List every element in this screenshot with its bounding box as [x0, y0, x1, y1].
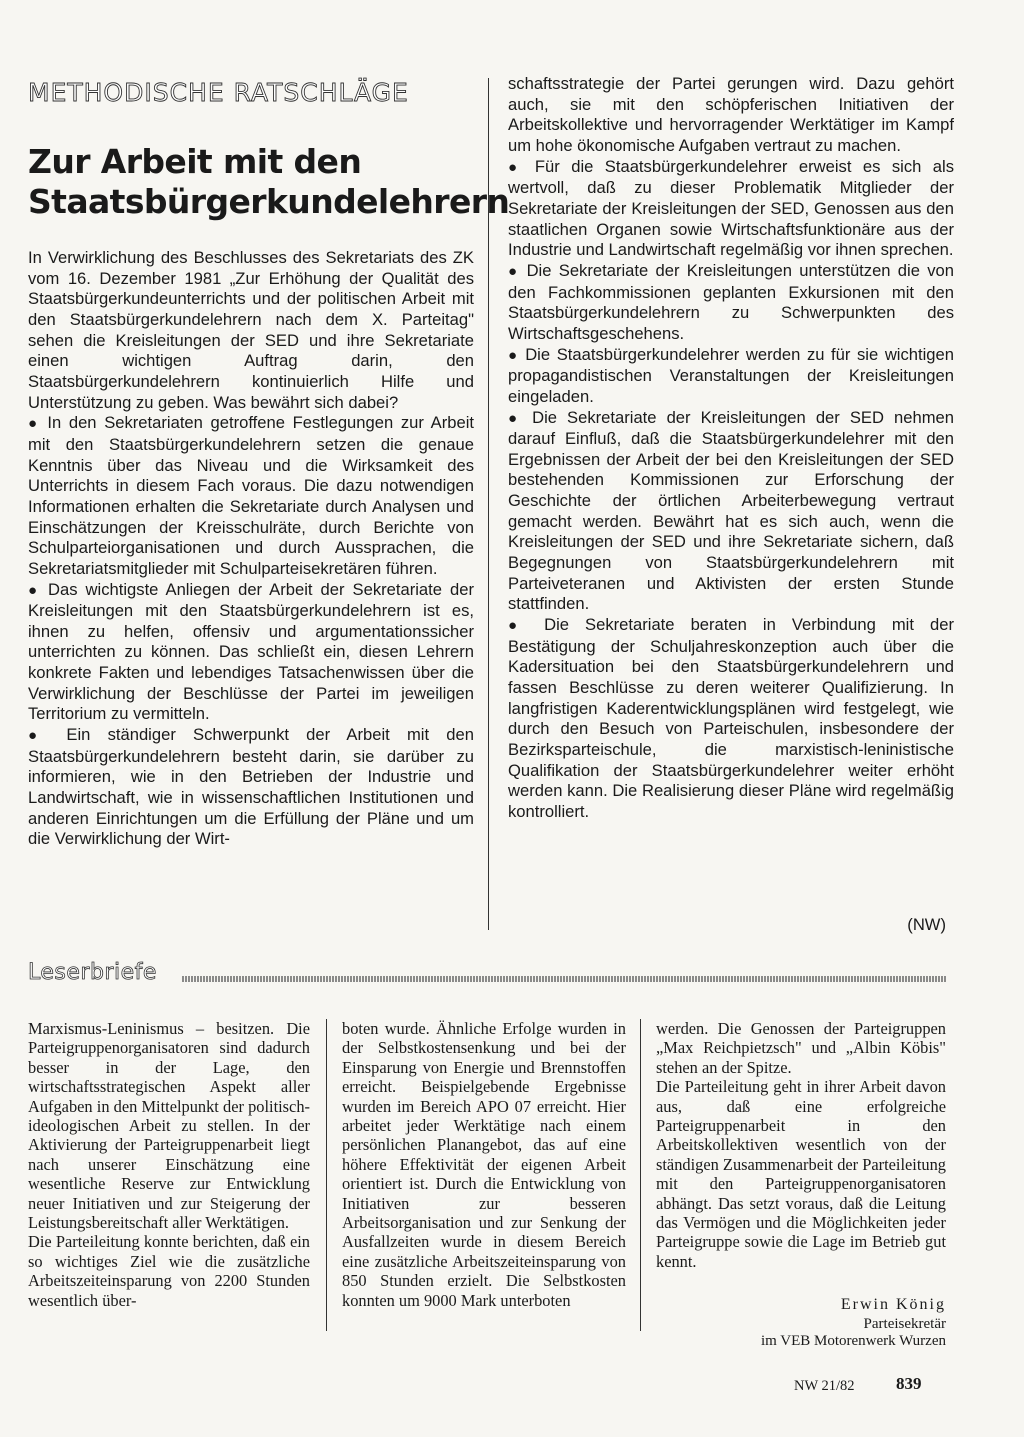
letters-column-2: [342, 1019, 626, 1310]
headline-line-2: Staatsbürgerkundelehrern: [28, 182, 510, 221]
article-paragraph: schaftsstrategie der Partei gerungen wird. Dazu gehört auch, sie mit den schöpferischen Initiativen der Arbeitskollektive und hervorragender Werktätiger im Kampf um hohe ökonomische Aufgaben vertraut zu machen.: [508, 74, 954, 155]
page-number: 839: [896, 1374, 922, 1393]
article-bullet-paragraph: ● In den Sekretariaten getroffene Festlegungen zur Arbeit mit den Staatsbürgerkundelehrern setzen die genaue Kenntnis über das Niveau und die Wirksamkeit des Unterrichts in diesem Fach voraus. Die dazu notwendigen Informationen erhalten die Sekretariate durch Analysen und Einschätzungen der Kreisschulräte, durch Berichte von Schulparteiorganisationen und durch Aussprachen, die Sekretariatsmitglieder mit Schulparteisekretären führen.: [28, 413, 474, 579]
letters-column-1: [28, 1019, 310, 1310]
letter-paragraph: Die Parteileitung geht in ihrer Arbeit davon aus, daß eine erfolgreiche Parteigruppenarbeit in den Arbeitskollektiven wesentlich von der ständigen Zusammenarbeit der Parteileitung mit den Parteigruppenorganisatoren abhängt. Das setzt voraus, daß die Leitung das Vermögen und die Möglichkeiten jeder Parteigruppe sowie die Lage im Betrieb gut kennt.: [656, 1077, 946, 1271]
issue-label: NW 21/82: [794, 1378, 855, 1394]
article-headline: [28, 142, 510, 222]
article-bullet-paragraph: ● Die Staatsbürgerkundelehrer werden zu für sie wichtigen propagandistischen Veranstaltungen der Kreisleitungen eingeladen.: [508, 345, 954, 408]
article-bullet-paragraph: ● Das wichtigste Anliegen der Arbeit der Sekretariate der Kreisleitungen mit den Staatsbürgerkundelehrern ist es, ihnen zu helfen, offensiv und argumentationssicher unterrichten zu können. Das schließt ein, diesen Lehrern konkrete Fakten und lebendiges Tatsachenwissen über die Verwirklichung der Beschlüsse der Partei im jeweiligen Territorium zu vermitteln.: [28, 580, 474, 726]
letters-section-title: Leserbriefe: [28, 960, 157, 985]
column-divider: [488, 78, 489, 930]
letter-author-name: Erwin König: [840, 1296, 946, 1313]
article-bullet-paragraph: ● Die Sekretariate der Kreisleitungen der SED nehmen darauf Einfluß, daß die Staatsbürgerkundelehrer mit den Ergebnissen der Arbeit der bei den Kreisleitungen der SED bestehenden Kommissionen zur Erforschung der Geschichte der örtlichen Arbeiterbewegung vertraut gemacht werden. Bewährt hat es sich auch, wenn die Kreisleitungen der SED und ihre Sekretariate sichern, daß Begegnungen von Staatsbürgerkundelehrern mit Parteiveteranen und Aktivisten der ersten Stunde stattfinden.: [508, 408, 954, 616]
column-divider: [326, 1019, 327, 1331]
section-kicker: METHODISCHE RATSCHLÄGE: [28, 78, 409, 107]
article-column-1: [28, 248, 474, 850]
article-signoff: (NW): [907, 915, 946, 934]
letter-author-organization: im VEB Motorenwerk Wurzen: [760, 1333, 946, 1349]
letter-author-role: Parteisekretär: [863, 1316, 946, 1332]
column-divider: [640, 1019, 641, 1331]
letter-paragraph: werden. Die Genossen der Parteigruppen „Max Reichpietzsch" und „Albin Köbis" stehen an der Spitze.: [656, 1019, 946, 1077]
article-column-2: [508, 74, 954, 823]
section-rule: [182, 976, 946, 982]
letter-paragraph: Die Parteileitung konnte berichten, daß ein so wichtiges Ziel wie die zusätzliche Arbeitszeiteinsparung von 2200 Stunden wesentlich über-: [28, 1232, 310, 1310]
article-paragraph: In Verwirklichung des Beschlusses des Sekretariats des ZK vom 16. Dezember 1981 „Zur Erhöhung der Qualität des Staatsbürgerkundeunterrichts und der politischen Arbeit mit den Staatsbürgerkundelehrern nach dem X. Parteitag" sehen die Kreisleitungen der SED und ihre Sekretariate einen wichtigen Auftrag darin, den Staatsbürgerkundelehrern kontinuierlich Hilfe und Unterstützung zu geben. Was bewährt sich dabei?: [28, 248, 474, 412]
headline-line-1: Zur Arbeit mit den: [28, 142, 362, 181]
article-bullet-paragraph: ● Für die Staatsbürgerkundelehrer erweist es sich als wertvoll, daß zu dieser Problematik Mitglieder der Sekretariate der Kreisleitungen der SED, Genossen aus den staatlichen Organen sowie Wirtschaftsfunktionäre aus der Industrie und Landwirtschaft regelmäßig vor ihnen sprechen.: [508, 157, 954, 261]
letter-paragraph: boten wurde. Ähnliche Erfolge wurden in der Selbstkostensenkung und bei der Einsparung von Energie und Brennstoffen erreicht. Beispielgebende Ergebnisse wurden im Bereich APO 07 erreicht. Hier arbeitet jeder Werktätige nach einem persönlichen Planangebot, das auf eine höhere Effektivität der eigenen Arbeit orientiert ist. Durch die Entwicklung von Initiativen zur besseren Arbeitsorganisation und zur Senkung der Ausfallzeiten wurde in diesem Bereich eine zusätzliche Arbeitszeiteinsparung von 850 Stunden erzielt. Die Selbstkosten konnten um 9000 Mark unterboten: [342, 1019, 626, 1310]
article-bullet-paragraph: ● Die Sekretariate beraten in Verbindung mit der Bestätigung der Schuljahreskonzeption auch über die Kadersituation bei den Staatsbürgerkundelehrern und fassen Beschlüsse zu deren weiterer Qualifizierung. In langfristigen Kaderentwicklungsplänen wird festgelegt, wie durch den Besuch von Parteischulen, insbesondere der Bezirksparteischule, die marxistisch-leninistische Qualifikation der Staatsbürgerkundelehrer weiter erhöht werden kann. Die Realisierung dieser Pläne wird regelmäßig kontrolliert.: [508, 615, 954, 823]
article-bullet-paragraph: ● Ein ständiger Schwerpunkt der Arbeit mit den Staatsbürgerkundelehrern besteht darin, sie darüber zu informieren, wie in den Betrieben der Industrie und Landwirtschaft, wie in wissenschaftlichen Institutionen und anderen Einrichtungen um die Erfüllung der Pläne und um die Verwirklichung der Wirt-: [28, 725, 474, 850]
letter-paragraph: Marxismus-Leninismus – besitzen. Die Parteigruppenorganisatoren sind dadurch besser in der Lage, den wirtschaftsstrategischen Aspekt aller Aufgaben in den Mittelpunkt der politisch-ideologischen Arbeit zu stellen. In der Aktivierung der Parteigruppenarbeit liegt nach unserer Einschätzung eine wesentliche Reserve zur Entwicklung neuer Initiativen und zur Steigerung der Leistungsbereitschaft aller Werktätigen.: [28, 1019, 310, 1233]
letters-column-3: [656, 1019, 946, 1271]
article-bullet-paragraph: ● Die Sekretariate der Kreisleitungen unterstützen die von den Fachkommissionen geplanten Exkursionen mit den Staatsbürgerkundelehrern zu Schwerpunkten des Wirtschaftsgeschehens.: [508, 261, 954, 345]
